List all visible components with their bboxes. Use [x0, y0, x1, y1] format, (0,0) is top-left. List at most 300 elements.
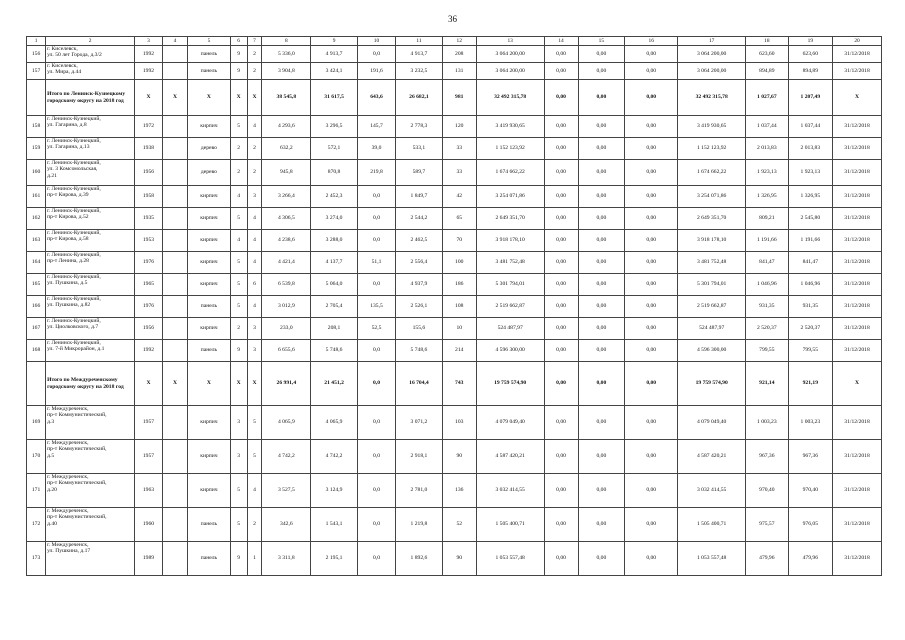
table-cell: 2 013,83 [788, 138, 833, 160]
table-cell: 42 [442, 186, 476, 208]
table-cell: 4 587 420,21 [678, 440, 746, 474]
table-cell: 0,00 [625, 46, 678, 63]
table-cell [162, 440, 187, 474]
table-cell: 3 254 071,86 [476, 186, 544, 208]
table-cell: 342,6 [262, 508, 311, 542]
table-cell: кирпич [188, 230, 230, 252]
table-cell: 3 064 200,00 [678, 63, 746, 80]
table-cell: кирпич [188, 318, 230, 340]
table-cell: 1 037,44 [788, 116, 833, 138]
table-cell [27, 80, 46, 116]
table-cell: 1 191,66 [746, 230, 788, 252]
table-cell: 3 071,2 [396, 406, 443, 440]
address-cell: г. Ленинск-Кузнецкий, пр-т Кирова, д.39 [46, 186, 135, 208]
table-cell: 0,00 [578, 116, 625, 138]
table-cell: 4 065,9 [311, 406, 358, 440]
table-cell: 208 [442, 46, 476, 63]
table-cell: панель [188, 508, 230, 542]
table-cell: 1989 [135, 542, 163, 576]
table-cell: 2 520,37 [788, 318, 833, 340]
table-row [27, 508, 882, 542]
table-cell: 2 649 351,70 [678, 208, 746, 230]
table-cell: 0,0 [357, 542, 395, 576]
table-cell: 841,47 [788, 252, 833, 274]
column-number-row [27, 37, 882, 46]
table-cell: 0,0 [357, 362, 395, 406]
table-row [27, 186, 882, 208]
table-cell: 3 064 200,00 [476, 46, 544, 63]
table-cell: 51,1 [357, 252, 395, 274]
table-cell: 870,8 [311, 160, 358, 186]
table-cell [162, 318, 187, 340]
table-cell: 0,00 [625, 208, 678, 230]
table-cell: 0,00 [578, 186, 625, 208]
table-cell: 2 705,4 [311, 296, 358, 318]
table-cell: 4 306,5 [262, 208, 311, 230]
table-cell: 3 266,4 [262, 186, 311, 208]
table-cell: 3 424,1 [311, 63, 358, 80]
address-cell: г. Междуреченск, пр-т Коммунистический, д.20 [46, 474, 135, 508]
table-cell: 0,00 [544, 508, 578, 542]
table-cell: 0,00 [578, 296, 625, 318]
table-cell: 165 [27, 274, 46, 296]
address-cell: г. Ленинск-Кузнецкий, ул. Пушкина, д.5 [46, 274, 135, 296]
table-cell: 3 032 414,55 [476, 474, 544, 508]
table-cell: 2 [230, 318, 247, 340]
table-cell: 0,0 [357, 230, 395, 252]
address-cell: г. Киселевск, ул. Мира, д.44 [46, 63, 135, 80]
table-cell [162, 230, 187, 252]
table-cell: 131 [442, 63, 476, 80]
table-cell: 170 [27, 440, 46, 474]
address-cell: г. Ленинск-Кузнецкий, пр-т Кирова, д.58 [46, 230, 135, 252]
table-cell: X [188, 362, 230, 406]
table-cell [162, 474, 187, 508]
table-cell: 214 [442, 340, 476, 362]
table-cell: 2 [247, 63, 262, 80]
table-cell: 0,00 [625, 542, 678, 576]
table-cell: 921,14 [746, 362, 788, 406]
table-cell: 3 064 200,00 [476, 63, 544, 80]
table-cell: 1953 [135, 230, 163, 252]
table-cell: 158 [27, 116, 46, 138]
table-row [27, 116, 882, 138]
table-cell: кирпич [188, 474, 230, 508]
table-cell: 31/12/2018 [833, 296, 882, 318]
column-number-cell: 2 [46, 37, 135, 46]
table-cell: 3 288,0 [311, 230, 358, 252]
table-cell: 31/12/2018 [833, 63, 882, 80]
table-cell: 1 674 662,22 [678, 160, 746, 186]
table-cell: 1 053 557,48 [678, 542, 746, 576]
table-cell: 31/12/2018 [833, 138, 882, 160]
table-cell: 921,19 [788, 362, 833, 406]
table-cell: панель [188, 63, 230, 80]
table-cell [162, 160, 187, 186]
table-cell: 159 [27, 138, 46, 160]
table-cell: 0,00 [625, 138, 678, 160]
table-cell: 3 [230, 406, 247, 440]
table-cell: 4 [230, 186, 247, 208]
table-cell: 9 [230, 63, 247, 80]
table-cell: 3 232,5 [396, 63, 443, 80]
table-cell: 2 [247, 138, 262, 160]
table-cell: 156 [27, 46, 46, 63]
table-cell [162, 542, 187, 576]
table-cell: кирпич [188, 440, 230, 474]
table-cell: 1 037,44 [746, 116, 788, 138]
table-cell: 0,00 [625, 230, 678, 252]
table-cell: 0,00 [625, 406, 678, 440]
table-cell: 0,00 [625, 186, 678, 208]
table-cell: 4 913,7 [311, 46, 358, 63]
table-cell: 0,00 [544, 63, 578, 80]
column-number-cell: 1 [27, 37, 46, 46]
table-cell: 52 [442, 508, 476, 542]
table-cell: 4 587 420,21 [476, 440, 544, 474]
table-cell: 1963 [135, 474, 163, 508]
table-cell: X [247, 80, 262, 116]
table-cell: кирпич [188, 208, 230, 230]
table-cell: 33 [442, 138, 476, 160]
table-cell: 2 452,3 [311, 186, 358, 208]
table-cell [162, 116, 187, 138]
table-cell: 479,96 [746, 542, 788, 576]
table-cell: X [135, 80, 163, 116]
table-cell: 3 [247, 340, 262, 362]
table-cell: 31/12/2018 [833, 406, 882, 440]
table-cell: 31/12/2018 [833, 208, 882, 230]
table-cell: 4 596 300,00 [476, 340, 544, 362]
table-cell: 4 079 049,40 [476, 406, 544, 440]
table-cell: 4 [247, 474, 262, 508]
table-cell: 623,60 [746, 46, 788, 63]
table-cell: 0,00 [578, 63, 625, 80]
table-cell: 2 [247, 46, 262, 63]
column-number-cell: 5 [188, 37, 230, 46]
table-cell: 5 748,6 [311, 340, 358, 362]
table-cell: 0,00 [625, 80, 678, 116]
table-cell: кирпич [188, 274, 230, 296]
table-cell: 26 682,1 [396, 80, 443, 116]
table-cell: 6 [247, 274, 262, 296]
table-cell: 0,00 [578, 508, 625, 542]
table-cell: 981 [442, 80, 476, 116]
table-cell: 524 487,97 [678, 318, 746, 340]
table-cell: 31/12/2018 [833, 508, 882, 542]
table-cell: 0,00 [578, 230, 625, 252]
table-cell [162, 406, 187, 440]
table-cell [162, 274, 187, 296]
table-cell: 4 293,6 [262, 116, 311, 138]
table-row [27, 274, 882, 296]
table-cell: 1935 [135, 208, 163, 230]
table-cell: 31/12/2018 [833, 340, 882, 362]
column-number-cell: 8 [262, 37, 311, 46]
table-cell: 0,00 [578, 340, 625, 362]
table-cell [162, 63, 187, 80]
column-number-cell: 11 [396, 37, 443, 46]
table-cell: 0,00 [578, 474, 625, 508]
table-cell: 3 [247, 186, 262, 208]
address-cell: г. Междуреченск, пр-т Коммунистический, д.5 [46, 440, 135, 474]
table-cell: 0,00 [625, 440, 678, 474]
table-cell: 4 937,9 [396, 274, 443, 296]
table-cell: X [247, 362, 262, 406]
table-cell: 160 [27, 160, 46, 186]
table-cell: 3 296,5 [311, 116, 358, 138]
table-cell: 524 487,97 [476, 318, 544, 340]
table-cell: 0,00 [625, 160, 678, 186]
table-cell: 5 301 794,01 [678, 274, 746, 296]
table-cell: 799,55 [788, 340, 833, 362]
table-cell: 26 991,4 [262, 362, 311, 406]
table-cell: 945,8 [262, 160, 311, 186]
column-number-cell: 16 [625, 37, 678, 46]
column-number-cell: 9 [311, 37, 358, 46]
column-number-cell: 15 [578, 37, 625, 46]
table-cell: 31/12/2018 [833, 440, 882, 474]
table-cell: 1957 [135, 406, 163, 440]
table-cell: 1 191,66 [788, 230, 833, 252]
table-cell: 0,00 [544, 406, 578, 440]
column-number-cell: 19 [788, 37, 833, 46]
table-cell: 479,96 [788, 542, 833, 576]
table-cell: 1 505 400,71 [476, 508, 544, 542]
table-cell: 0,00 [578, 80, 625, 116]
table-cell: 16 704,4 [396, 362, 443, 406]
table-cell: 1938 [135, 138, 163, 160]
table-cell: 4 [247, 252, 262, 274]
table-cell: 3 419 930,65 [476, 116, 544, 138]
address-cell: г. Киселевск, ул. 50 лет Города, д.3/2 [46, 46, 135, 63]
table-cell: 5 [230, 252, 247, 274]
table-cell: 1 849,7 [396, 186, 443, 208]
table-cell: 809,21 [746, 208, 788, 230]
table-cell: 19 759 574,90 [678, 362, 746, 406]
table-cell: 5 [230, 296, 247, 318]
table-cell: 31/12/2018 [833, 46, 882, 63]
table-row [27, 252, 882, 274]
table-cell: 0,00 [578, 208, 625, 230]
table-cell: 155,6 [396, 318, 443, 340]
table-cell: 894,89 [746, 63, 788, 80]
table-cell: дерево [188, 138, 230, 160]
table-cell: 0,00 [625, 274, 678, 296]
table-cell: 3 064 200,00 [678, 46, 746, 63]
table-cell: X [188, 80, 230, 116]
table-cell: 31/12/2018 [833, 318, 882, 340]
table-cell: 0,00 [625, 508, 678, 542]
table-cell: 1976 [135, 296, 163, 318]
table-cell: 9 [230, 340, 247, 362]
table-cell: 4 065,9 [262, 406, 311, 440]
table-cell: 0,0 [357, 406, 395, 440]
table-cell: 976,05 [788, 508, 833, 542]
table-cell: 5 [247, 406, 262, 440]
table-cell: 3 904,8 [262, 63, 311, 80]
table-cell: 589,7 [396, 160, 443, 186]
table-cell: 0,0 [357, 208, 395, 230]
table-row [27, 138, 882, 160]
table-row [27, 230, 882, 252]
table-cell: 3 481 752,48 [476, 252, 544, 274]
table-cell: 931,35 [746, 296, 788, 318]
table-cell: 31/12/2018 [833, 160, 882, 186]
table-cell: 0,0 [357, 508, 395, 542]
table-cell: 4 [247, 116, 262, 138]
table-cell: 0,00 [544, 440, 578, 474]
table-cell: панель [188, 542, 230, 576]
column-number-cell: 18 [746, 37, 788, 46]
table-cell: 3 124,9 [311, 474, 358, 508]
table-cell: 0,00 [625, 362, 678, 406]
table-cell: 5 064,0 [311, 274, 358, 296]
table-cell: 168 [27, 340, 46, 362]
table-row [27, 160, 882, 186]
table-cell: 21 451,2 [311, 362, 358, 406]
table-cell: 171 [27, 474, 46, 508]
table-cell: 162 [27, 208, 46, 230]
table-cell: 4 913,7 [396, 46, 443, 63]
table-cell: 157 [27, 63, 46, 80]
column-number-cell: 12 [442, 37, 476, 46]
table-cell: 0,0 [357, 474, 395, 508]
table-cell: 31/12/2018 [833, 252, 882, 274]
table-cell: 233,0 [262, 318, 311, 340]
table-cell: 2 [247, 508, 262, 542]
table-cell: 0,00 [578, 274, 625, 296]
table-cell: 1 543,1 [311, 508, 358, 542]
table-cell [162, 208, 187, 230]
table-cell: 0,00 [544, 80, 578, 116]
table-cell [27, 362, 46, 406]
table-row [27, 406, 882, 440]
table-cell: 136 [442, 474, 476, 508]
table-cell: 1 046,96 [746, 274, 788, 296]
table-cell: 4 [230, 230, 247, 252]
table-cell: 0,00 [625, 318, 678, 340]
table-cell: 0,00 [544, 230, 578, 252]
table-cell: 0,00 [544, 542, 578, 576]
table-cell: 31/12/2018 [833, 230, 882, 252]
table-cell: панель [188, 340, 230, 362]
repair-register-table [26, 36, 882, 576]
table-cell: 2 544,2 [396, 208, 443, 230]
table-cell: 31 617,5 [311, 80, 358, 116]
table-cell: 799,55 [746, 340, 788, 362]
table-cell: 9 [230, 46, 247, 63]
table-cell: 931,35 [788, 296, 833, 318]
table-cell: 1992 [135, 340, 163, 362]
table-cell: 5 336,0 [262, 46, 311, 63]
table-cell: 1965 [135, 274, 163, 296]
table-row [27, 63, 882, 80]
table-cell: 5 [230, 508, 247, 542]
table-cell: кирпич [188, 406, 230, 440]
table-cell: 4 238,6 [262, 230, 311, 252]
table-cell: 4 596 300,00 [678, 340, 746, 362]
table-cell: 2 520,37 [746, 318, 788, 340]
table-cell: 1 219,8 [396, 508, 443, 542]
table-cell: 3 311,8 [262, 542, 311, 576]
table-cell: 163 [27, 230, 46, 252]
table-cell: 0,00 [578, 318, 625, 340]
table-cell: дерево [188, 160, 230, 186]
table-cell: 970,40 [788, 474, 833, 508]
table-cell: X [230, 362, 247, 406]
address-cell: г. Ленинск-Кузнецкий, ул. Пушкина, д.82 [46, 296, 135, 318]
table-cell: 3 918 178,10 [678, 230, 746, 252]
table-cell: 0,00 [578, 160, 625, 186]
table-cell: 6 655,6 [262, 340, 311, 362]
table-cell: панель [188, 46, 230, 63]
table-cell: 173 [27, 542, 46, 576]
table-cell: панель [188, 296, 230, 318]
table-cell: X [162, 362, 187, 406]
table-cell: 2 013,83 [746, 138, 788, 160]
table-cell: 2 519 662,87 [476, 296, 544, 318]
table-cell: 970,40 [746, 474, 788, 508]
table-cell: 3 [247, 318, 262, 340]
table-cell: 2 649 351,70 [476, 208, 544, 230]
table-cell: 3 481 752,48 [678, 252, 746, 274]
table-cell: 0,0 [357, 186, 395, 208]
table-cell: 3 032 414,55 [678, 474, 746, 508]
table-cell: 0,00 [544, 296, 578, 318]
table-row [27, 296, 882, 318]
table-cell: X [833, 80, 882, 116]
table-row [27, 542, 882, 576]
table-cell: 31/12/2018 [833, 116, 882, 138]
table-cell: 1 674 662,22 [476, 160, 544, 186]
table-cell: 31/12/2018 [833, 186, 882, 208]
column-number-cell: 14 [544, 37, 578, 46]
table-cell: кирпич [188, 116, 230, 138]
table-cell: 2 918,1 [396, 440, 443, 474]
table-cell: 2 545,80 [788, 208, 833, 230]
table-cell: 103 [442, 406, 476, 440]
table-cell: 0,00 [625, 474, 678, 508]
table-row [27, 318, 882, 340]
table-cell: 3 012,9 [262, 296, 311, 318]
table-cell: 120 [442, 116, 476, 138]
table-cell: 108 [442, 296, 476, 318]
table-cell: 186 [442, 274, 476, 296]
table-cell: 2 519 662,87 [678, 296, 746, 318]
table-cell: 0,00 [544, 116, 578, 138]
table-cell: 0,00 [578, 252, 625, 274]
table-cell: 4 [247, 208, 262, 230]
table-cell: 2 [230, 138, 247, 160]
table-cell: 32 492 315,78 [678, 80, 746, 116]
table-cell: 2 195,1 [311, 542, 358, 576]
table-cell: 1 003,23 [746, 406, 788, 440]
table-cell: 0,00 [544, 340, 578, 362]
table-cell: 0,00 [544, 138, 578, 160]
table-cell: 2 781,0 [396, 474, 443, 508]
table-cell: 1972 [135, 116, 163, 138]
table-row [27, 340, 882, 362]
table-cell: 90 [442, 542, 476, 576]
table-cell: кирпич [188, 252, 230, 274]
table-cell: 145,7 [357, 116, 395, 138]
table-cell: X [230, 80, 247, 116]
address-cell: Итого по Ленинск-Кузнецкому городскому округу на 2018 год [46, 80, 135, 116]
table-cell: 0,00 [544, 474, 578, 508]
table-cell: 4 [247, 296, 262, 318]
table-cell: 1960 [135, 508, 163, 542]
